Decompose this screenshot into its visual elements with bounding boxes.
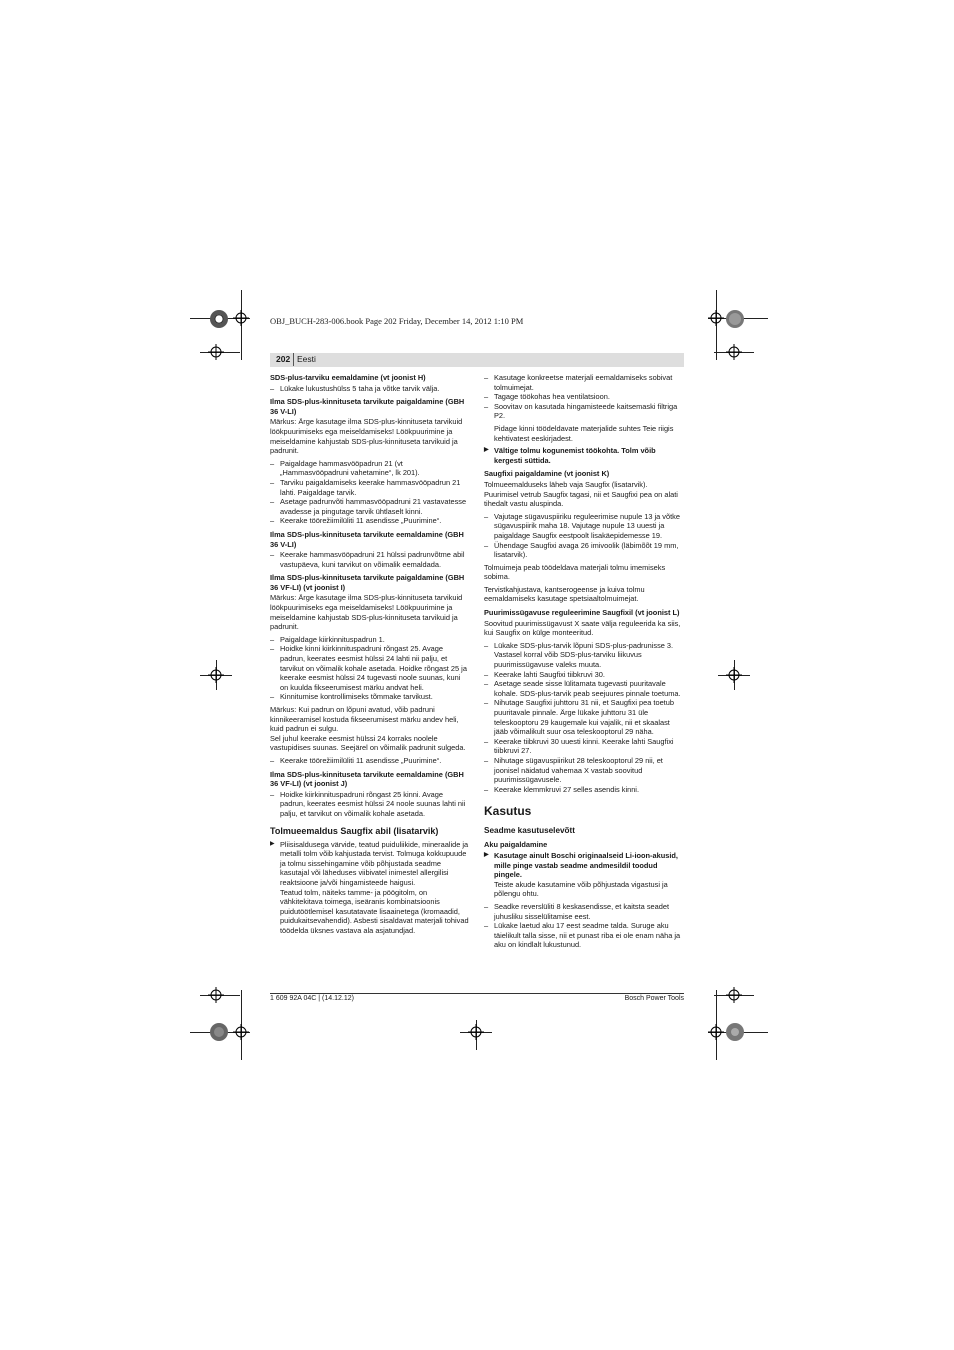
list-item: – Tarviku paigaldamiseks keerake hammasvööpadrun 21 lahti. Paigaldage tarvik. xyxy=(270,478,470,497)
section-heading: Seadme kasutuselevõtt xyxy=(484,826,576,836)
registration-target-icon xyxy=(209,1022,229,1042)
bullet-list xyxy=(484,902,684,950)
list-item: – Kinnitumise kontrollimiseks tõmmake tarvikust. xyxy=(270,692,470,702)
list-item: – Keerake töörežiimilüliti 11 asendisse „Puurimine“. xyxy=(270,516,470,526)
bullet-list xyxy=(484,512,684,560)
right-column xyxy=(484,373,684,953)
list-item: – Nihutage Saugfixi juhttoru 31 nii, et Saugfixi pea toetub puuritavale pinnale. Ärge lükake juhttoru 31 üle teleskooptoru 29 kaugemale kui vajalik, nii et skaalast jääb võimalikult suur osa teleskooptorul 29 näha. xyxy=(484,698,684,736)
paragraph: Soovitud puurimissügavust X saate välja reguleerida ka siis, kui Saugfix on külge monteeritud. xyxy=(484,618,681,638)
crosshair-icon xyxy=(468,1024,484,1040)
header-divider xyxy=(293,353,294,366)
registration-target-icon xyxy=(725,1022,745,1042)
page-number: 202 xyxy=(276,354,291,364)
section-heading: Ilma SDS-plus-kinnituseta tarvikute paigaldamine (GBH 36 VF-LI) (vt joonist I) xyxy=(270,573,465,592)
footer-brand: Bosch Power Tools xyxy=(624,995,684,1002)
crosshair-icon xyxy=(233,310,249,326)
crosshair-icon xyxy=(726,987,742,1003)
bullet-list xyxy=(270,550,470,569)
bullet-list xyxy=(270,756,470,766)
list-item: – Tagage töökohas hea ventilatsioon. xyxy=(484,392,684,402)
paragraph: Teatud tolm, näiteks tamme- ja pöögitolm, on vähkitekitava toimega, iseäranis kombinatsioonis puidutöötlemisel kasutatavate lisaainetega (kromaadid, puidukaitsevahendid). Asbesti sisaldavat materjali tohivad töödelda üksnes vastava ala asjatundjad. xyxy=(280,887,469,935)
note-paragraph: Märkus: Ärge kasutage ilma SDS-plus-kinnituseta tarvikuid löökpuurimiseks ega meiseldamiseks! Löökpuurimine ja meiseldamine kahjustab SDS-plus-kinnituseta tarvikuid ja padrunit. xyxy=(270,417,463,456)
page-language: Eesti xyxy=(297,354,316,364)
list-item: – Soovitav on kasutada hingamisteede kaitsemaski filtriga P2. xyxy=(484,402,684,421)
bullet-list xyxy=(270,635,470,702)
crosshair-icon xyxy=(208,987,224,1003)
section-heading: Tolmueemaldus Saugfix abil (lisatarvik) xyxy=(270,825,439,836)
list-item: – Keerake töörežiimilüliti 11 asendisse „Puurimine“. xyxy=(270,756,470,766)
list-item: – Ühendage Saugfixi avaga 26 imivoolik (läbimõõt 19 mm, lisatarvik). xyxy=(484,541,684,560)
crosshair-icon xyxy=(708,1024,724,1040)
crosshair-icon xyxy=(233,1024,249,1040)
list-item: – Keerake tiibkruvi 30 uuesti kinni. Keerake lahti Saugfixi tiibkruvi 27. xyxy=(484,737,684,756)
warning-paragraph: ▶ Pliisisaldusega värvide, teatud puiduliikide, mineraalide ja metalli tolm võib kahjustada tervist. Tolmuga kokkupuude ja tolmu sissehingamine võib põhjustada seadme kasutajal või läheduses viibivatel inimestel allergilisi reaktsioone ja/või hingamisteede haigusi. xyxy=(270,840,470,888)
paragraph: Teiste akude kasutamine võib põhjustada vigastusi ja põlengu ohtu. xyxy=(494,879,668,899)
list-item: – Hoidke kinni kiirkinnituspadruni rõngast 25. Avage padrun, keerates eesmist hülssi 24 lahti nii palju, et tarvikut on võimalik kohale asetada. Hoidke rõngast 25 ja keerake eesmist hülssi 24 tugevasti noole suunas, kuni on kuulda fikseerumisest märku andvat heli. xyxy=(270,644,470,692)
crosshair-icon xyxy=(708,310,724,326)
chapter-heading: Kasutus xyxy=(484,804,532,819)
list-item: – Keerake hammasvööpadruni 21 hülssi padrunvõtme abil vastupäeva, kuni tarvikut on võimalik eemaldada. xyxy=(270,550,470,569)
bullet-list xyxy=(484,373,684,421)
bullet-list xyxy=(484,641,684,795)
section-heading: Ilma SDS-plus-kinnituseta tarvikute eemaldamine (GBH 36 V-LI) xyxy=(270,529,464,549)
warning-paragraph: ▶ Kasutage ainult Boschi originaalseid Li-ioon-akusid, mille pinge vastab seadme andmesildil toodud pingele. xyxy=(484,851,684,880)
section-heading: Ilma SDS-plus-kinnituseta tarvikute eemaldamine (GBH 36 VF-LI) (vt joonist J) xyxy=(270,769,464,789)
list-item: – Lükake laetud aku 17 eest seadme talda. Suruge aku täielikult talla sisse, nii et punast riba ei ole enam näha ja aku on kindlalt lukustunud. xyxy=(484,921,684,950)
section-heading: SDS-plus-tarviku eemaldamine (vt joonist H) xyxy=(270,373,426,382)
paragraph: Sel juhul keerake eesmist hülssi 24 korraks noolele vastupidises suunas. Seejärel on võimalik padrunit sulgeda. xyxy=(270,733,466,753)
note-paragraph: Märkus: Kui padrun on lõpuni avatud, võib padruni kinnikeeramisel kostuda fikseerumisest märku andev heli, kuid padrun ei sulgu. xyxy=(270,705,459,734)
list-item: – Nihutage sügavuspiirikut 28 teleskooptorul 29 nii, et joonisel näidatud vahemaa X vastab soovitud puurimissügavusele. xyxy=(484,756,684,785)
page-header-bar xyxy=(270,353,684,367)
list-item: – Keerake lahti Saugfixi tiibkruvi 30. xyxy=(484,670,684,680)
section-heading: Puurimissügavuse reguleerimine Saugfixil (vt joonist L) xyxy=(484,608,680,618)
bullet-list xyxy=(270,384,470,394)
list-item: – Kasutage konkreetse materjali eemaldamiseks sobivat tolmuimejat. xyxy=(484,373,684,392)
bullet-list xyxy=(270,459,470,526)
crosshair-icon xyxy=(208,344,224,360)
section-heading: Ilma SDS-plus-kinnituseta tarvikute paigaldamine (GBH 36 V-LI) xyxy=(270,397,465,416)
paragraph: Tervistkahjustava, kantserogeense ja kuiva tolmu eemaldamiseks kasutage spetsiaaltolmuimejat. xyxy=(484,584,645,604)
registration-target-icon xyxy=(209,309,229,329)
list-item: – Keerake klemmkruvi 27 selles asendis kinni. xyxy=(484,785,684,795)
list-item: – Paigaldage kiirkinnituspadrun 1. xyxy=(270,635,470,645)
list-item: – Asetage padrunvõti hammasvööpadruni 21 vastavatesse avadesse ja pingutage tarvik ühtlaselt kinni. xyxy=(270,497,470,516)
left-column xyxy=(270,373,470,938)
footer-document-number: 1 609 92A 04C | (14.12.12) xyxy=(270,995,354,1002)
paragraph: Tolmueemalduseks läheb vaja Saugfix (lisatarvik). Puurimisel vetrub Saugfix tagasi, nii et Saugfixi pea on alati tihedalt vastu aluspinda. xyxy=(484,479,678,509)
footer-rule xyxy=(270,993,684,994)
paragraph: Pidage kinni töödeldavate materjalide suhtes Teie riigis kehtivatest eeskirjadest. xyxy=(494,423,674,443)
section-heading: Aku paigaldamine xyxy=(484,840,548,850)
list-item: – Paigaldage hammasvööpadrun 21 (vt „Hammasvööpadruni vahetamine“, lk 201). xyxy=(270,459,470,478)
registration-target-icon xyxy=(725,309,745,329)
list-item: – Asetage seade sisse lülitamata tugevasti puuritavale kohale. SDS-plus-tarvik peab seejuures pinnale toetuma. xyxy=(484,679,684,698)
list-item: – Seadke reverslüliti 8 keskasendisse, et kaitsta seadet juhusliku sisselülitamise eest. xyxy=(484,902,684,921)
crosshair-icon xyxy=(726,667,742,683)
list-item: – Lükake lukustushülss 5 taha ja võtke tarvik välja. xyxy=(270,384,470,394)
section-heading: Saugfixi paigaldamine (vt joonist K) xyxy=(484,469,610,479)
warning-paragraph: ▶ Vältige tolmu kogunemist töökohta. Tolm võib kergesti süttida. xyxy=(484,446,684,465)
crosshair-icon xyxy=(726,344,742,360)
bullet-list xyxy=(270,790,470,819)
paragraph: Tolmuimeja peab töödeldava materjali tolmu imemiseks sobima. xyxy=(484,562,666,582)
list-item: – Hoidke kiirkinnituspadruni rõngast 25 kinni. Avage padrun, keerates eesmist hülssi 24 noole suunas lahti nii palju, et tarvikut on võimalik kohale asetada. xyxy=(270,790,470,819)
list-item: – Lükake SDS-plus-tarvik lõpuni SDS-plus-padrunisse 3. Vastasel korral võib SDS-plus-tarviku liikuvus puurimissügavuse valeks muuta. xyxy=(484,641,684,670)
crosshair-icon xyxy=(208,667,224,683)
list-item: – Vajutage sügavuspiiriku reguleerimise nupule 13 ja võtke sügavuspiirik maha 18. Vajutage nupule 13 uuesti ja paigaldage Saugfix eestpoolt lisakäepidemesse 19. xyxy=(484,512,684,541)
print-slug: OBJ_BUCH-283-006.book Page 202 Friday, December 14, 2012 1:10 PM xyxy=(270,316,524,326)
note-paragraph: Märkus: Ärge kasutage ilma SDS-plus-kinnituseta tarvikuid löökpuurimiseks ega meiseldamiseks! Löökpuurimine ja meiseldamine kahjustab SDS-plus-kinnituseta tarvikuid ja padrunit. xyxy=(270,593,463,632)
